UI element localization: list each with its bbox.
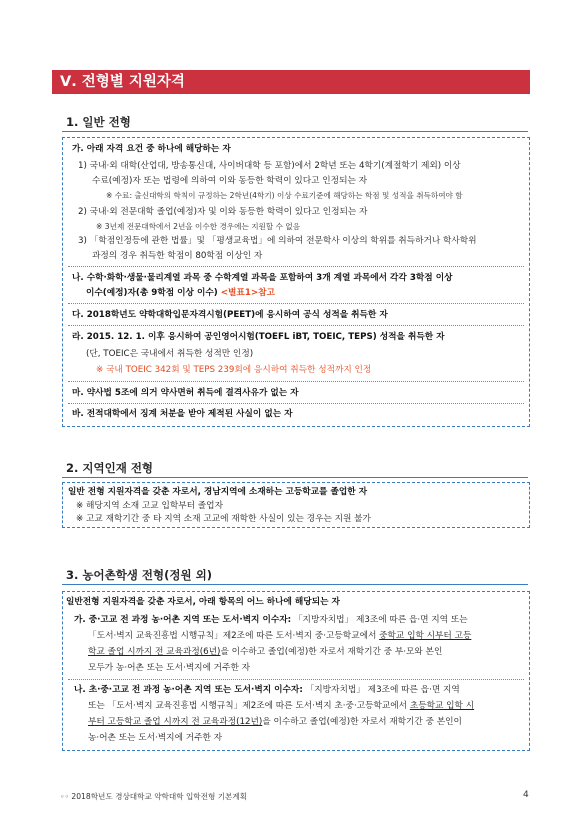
criteria-ga-2: 2) 국내·외 전문대학 졸업(예정)자 및 이와 동등한 학력이 있다고 인정되는 자 — [78, 207, 368, 217]
section-divider — [62, 477, 528, 478]
dotted-separator — [68, 679, 524, 680]
criteria-ra: 라. 2015. 12. 1. 이후 응시하여 공인영어시험(TOEFL iBT, TOEIC, TEPS) 성적을 취득한 자 — [72, 332, 445, 342]
dotted-separator — [68, 325, 524, 326]
criteria-ra-note: (단, TOEIC은 국내에서 취득한 성적만 인정) — [86, 349, 254, 359]
rural-ga-line-4: 모두가 농·어촌 또는 도서·벽지에 거주한 자 — [88, 663, 250, 673]
regional-admission-heading: 2. 지역인재 전형 — [66, 461, 154, 475]
rural-ga-line-2: 「도서·벽지 교육진흥법 시행규칙」제2조에 따른 도서·벽지 중·고등학교에서 중학교 입학 시부터 고등 — [88, 631, 472, 641]
rural-na-line-3: 부터 고등학교 졸업 시까지 전 교육과정(12년)을 이수하고 졸업(예정)한 자로서 재학기간 중 본인이 — [88, 717, 462, 727]
rural-na-line-2: 또는 「도서·벽지 교육진흥법 시행규칙」제2조에 따른 도서·벽지 초·중·고등학교에서 초등학교 입학 시 — [88, 701, 475, 711]
criteria-ga-2-note: ※ 3년제 전문대학에서 2년을 이수한 경우에는 지원할 수 없음 — [96, 222, 301, 231]
criteria-da: 다. 2018학년도 약학대학입문자격시험(PEET)에 응시하여 공식 성적을 취득한 자 — [72, 310, 388, 320]
dotted-separator — [68, 303, 524, 304]
regional-note-1: ※ 해당지역 소재 고교 입학부터 졸업자 — [76, 501, 223, 511]
criteria-ma: 마. 약사법 5조에 의거 약사면허 취득에 결격사유가 없는 자 — [72, 388, 299, 398]
page-footer: ◦◦ 2018학년도 경상대학교 약학대학 입학전형 기본계획 — [60, 792, 248, 801]
section-divider — [62, 131, 528, 132]
rural-ga-line-1: 가. 중·고교 전 과정 농·어촌 지역 또는 도서·벽지 이수자: 「지방자치법」 제3조에 따른 읍·면 지역 또는 — [74, 615, 468, 625]
dotted-separator — [68, 403, 524, 404]
rural-na-line-4: 농·어촌 또는 도서·벽지에 거주한 자 — [88, 733, 223, 743]
appendix-reference: <별표1>참고 — [220, 288, 275, 298]
criteria-ga-3: 3) 「학점인정등에 관한 법률」및 「평생교육법」에 의하여 전문학사 이상의 학위를 취득하거나 학사학위 — [78, 236, 477, 246]
criteria-ga-3-cont: 과정의 경우 취득한 학점이 80학점 이상인 자 — [92, 251, 263, 261]
page-number: 4 — [523, 790, 529, 800]
criteria-na: 나. 수학·화학·생물·물리계열 과목 중 수학계열 과목을 포함하여 3개 계열 과목에서 각각 3학점 이상 — [72, 273, 453, 283]
criteria-ra-note-red: ※ 국내 TOEIC 342회 및 TEPS 239회에 응시하여 취득한 성적까지 인정 — [96, 365, 372, 375]
criteria-ba: 바. 전적대학에서 징계 처분을 받아 제적된 사실이 없는 자 — [72, 409, 293, 419]
criteria-ga-1-note: ※ 수료: 출신대학의 학칙이 규정하는 2학년(4학기) 이상 수료기준에 해당하는 학점 및 성적을 취득하여야 함 — [106, 191, 463, 200]
rural-main: 일반전형 지원자격을 갖춘 자로서, 아래 항목의 어느 하나에 해당되는 자 — [66, 597, 340, 607]
criteria-ga-title: 가. 아래 자격 요건 중 하나에 해당하는 자 — [72, 144, 231, 154]
criteria-ga-1: 1) 국내·외 대학(산업대, 방송통신대, 사이버대학 등 포함)에서 2학년 또는 4학기(계절학기 제외) 이상 — [78, 161, 461, 171]
general-admission-heading: 1. 일반 전형 — [66, 115, 131, 129]
section-divider — [62, 584, 528, 585]
regional-note-2: ※ 고교 재학기간 중 타 지역 소재 고교에 재학한 사실이 있는 경우는 지원 불가 — [76, 514, 371, 524]
criteria-na-cont: 이수(예정)자(총 9학점 이상 이수) <별표1>참고 — [86, 288, 275, 298]
dotted-separator — [68, 266, 524, 267]
rural-admission-heading: 3. 농어촌학생 전형(정원 외) — [66, 568, 212, 582]
criteria-ga-1-cont: 수료(예정)자 또는 법령에 의하여 이와 동등한 학력이 있다고 인정되는 자 — [92, 176, 368, 186]
rural-ga-line-3: 학교 졸업 시까지 전 교육과정(6년)을 이수하고 졸업(예정)한 자로서 재학기간 중 부·모와 본인 — [88, 647, 443, 657]
regional-main: 일반 전형 지원자격을 갖춘 자로서, 경남지역에 소재하는 고등학교를 졸업한 자 — [68, 487, 368, 497]
dotted-separator — [68, 381, 524, 382]
section-title: Ⅴ. 전형별 지원자격 — [52, 70, 530, 94]
rural-na-line-1: 나. 초·중·고교 전 과정 농·어촌 지역 또는 도서·벽지 이수자: 「지방자치법」 제3조에 따른 읍·면 지역 — [74, 685, 460, 695]
